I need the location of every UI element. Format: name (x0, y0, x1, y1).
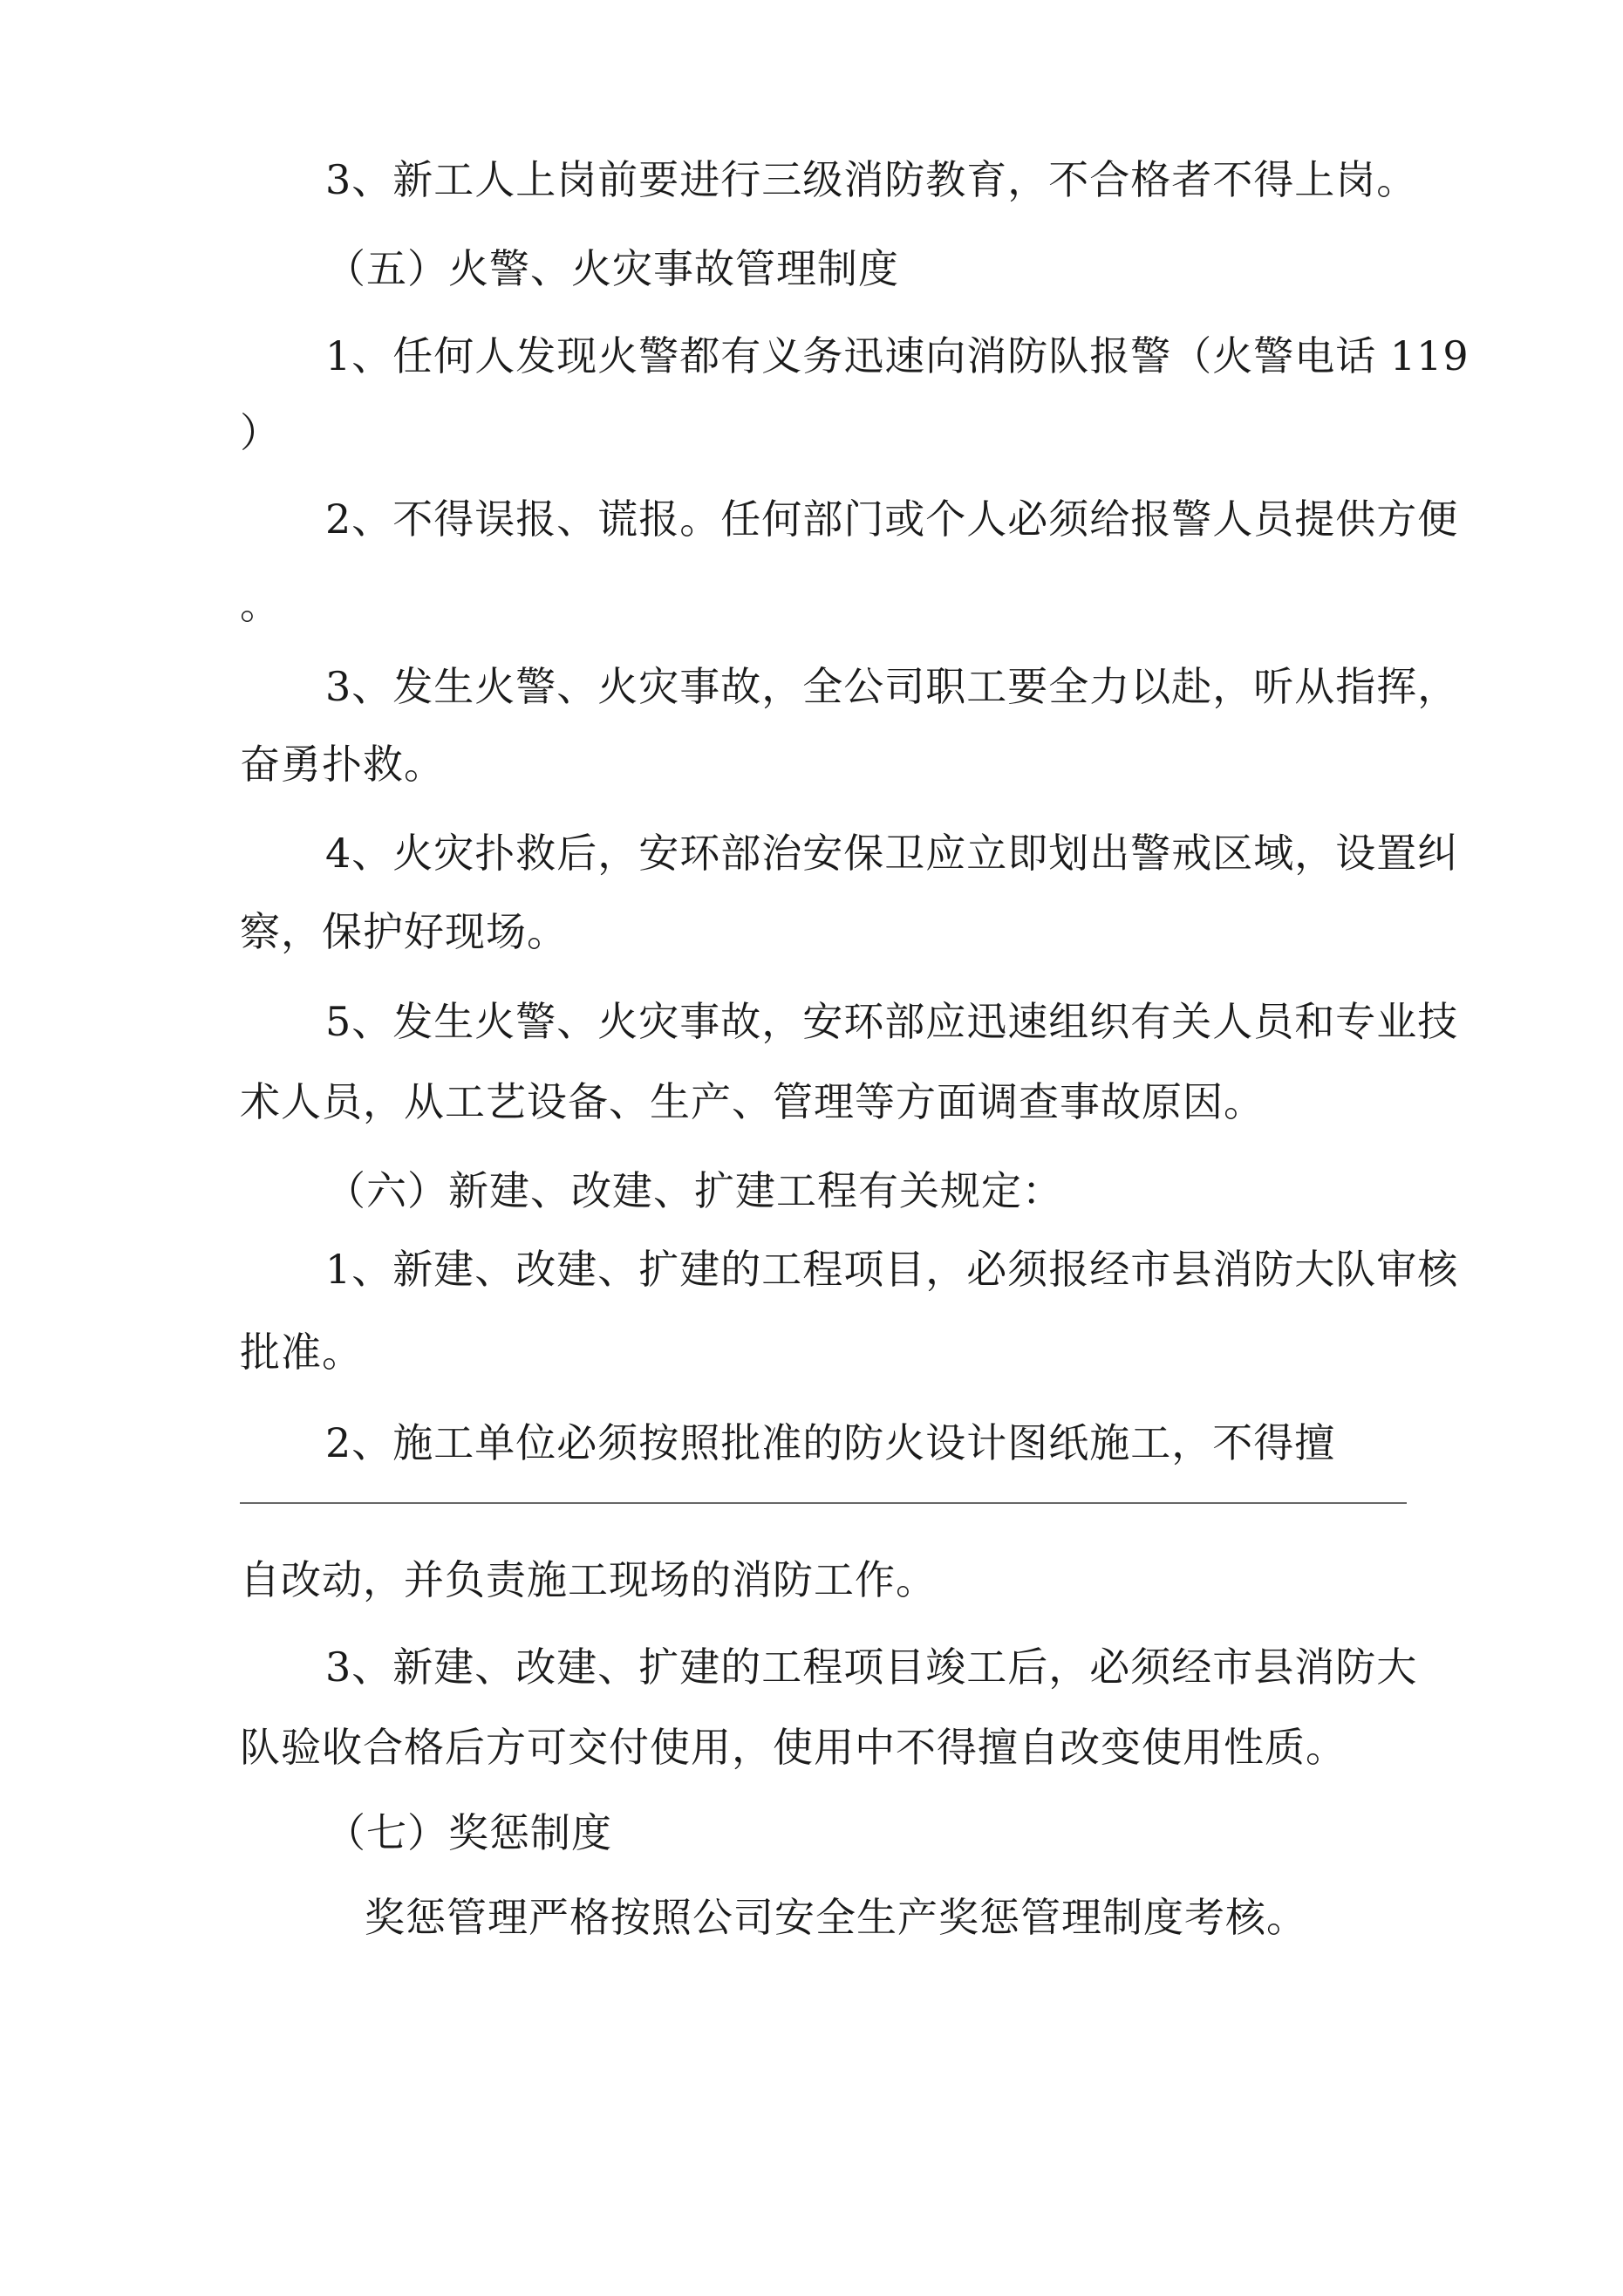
text-line: 1、任何人发现火警都有义务迅速向消防队报警（火警电话 119 (325, 332, 1470, 379)
text-line: 3、新工人上岗前要进行三级消防教育，不合格者不得上岗。 (325, 156, 1418, 203)
text-line: 察，保护好现场。 (240, 908, 568, 955)
text-line: 1、新建、改建、扩建的工程项目，必须报经市县消防大队审核 (325, 1246, 1459, 1293)
section-heading: （七）奖惩制度 (325, 1809, 612, 1856)
page-break-divider (240, 1502, 1407, 1504)
text-line: 奖惩管理严格按照公司安全生产奖惩管理制度考核。 (365, 1894, 1307, 1941)
section-heading: （五）火警、火灾事故管理制度 (325, 245, 899, 292)
text-line: 。 (240, 581, 281, 628)
text-line: 术人员，从工艺设备、生产、管理等方面调查事故原因。 (240, 1078, 1265, 1125)
text-line: ） (240, 409, 281, 456)
text-line: 2、施工单位必须按照批准的防火设计图纸施工，不得擅 (325, 1419, 1336, 1466)
text-line: 4、火灾扑救后，安环部治安保卫应立即划出警戒区域，设置纠 (325, 830, 1459, 877)
text-line: 批准。 (240, 1329, 363, 1376)
text-line: 3、发生火警、火灾事故，全公司职工要全力以赴，听从指挥， (325, 663, 1459, 710)
text-line: 奋勇扑救。 (240, 741, 445, 788)
text-line: 2、不得误报、谎报。任何部门或个人必须给报警人员提供方便 (325, 495, 1459, 543)
text-line: 队验收合格后方可交付使用，使用中不得擅自改变使用性质。 (240, 1724, 1347, 1771)
text-line: 3、新建、改建、扩建的工程项目竣工后，必须经市县消防大 (325, 1643, 1418, 1691)
text-line: 自改动，并负责施工现场的消防工作。 (240, 1556, 937, 1603)
section-heading: （六）新建、改建、扩建工程有关规定： (325, 1167, 1063, 1214)
text-line: 5、发生火警、火灾事故，安环部应迅速组织有关人员和专业技 (325, 998, 1459, 1045)
